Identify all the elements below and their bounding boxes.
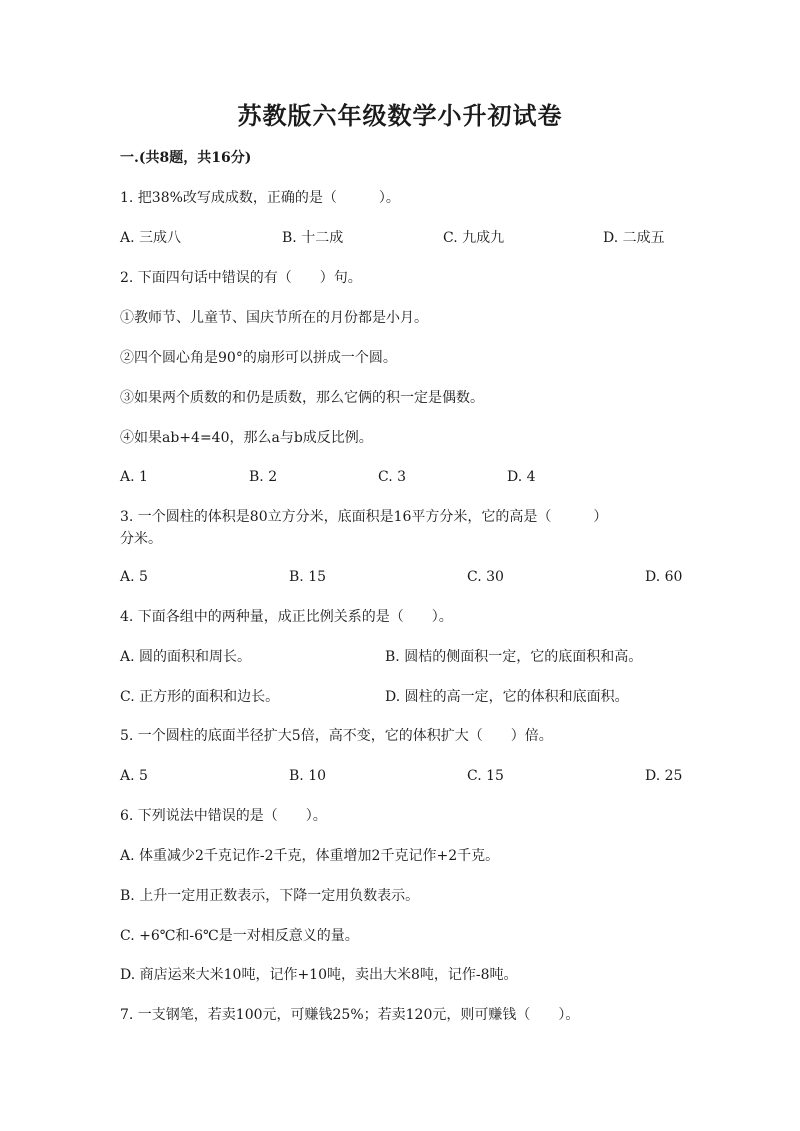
q2-statement-4: ④如果ab+4=40，那么a与b成反比例。 bbox=[120, 430, 373, 446]
q6-option-b: B. 上升一定用正数表示，下降一定用负数表示。 bbox=[120, 888, 420, 904]
q1-option-c: C. 九成九 bbox=[443, 230, 505, 246]
q4-option-b: B. 圆桔的侧面积一定，它的底面积和高。 bbox=[385, 649, 643, 665]
q5-option-a: A. 5 bbox=[120, 768, 148, 784]
q4-option-d: D. 圆柱的高一定，它的体积和底面积。 bbox=[385, 689, 629, 705]
q6-option-a: A. 体重减少2千克记作-2千克，体重增加2千克记作+2千克。 bbox=[120, 848, 500, 864]
q2-option-d: D. 4 bbox=[507, 469, 536, 485]
q1-option-a: A. 三成八 bbox=[120, 230, 182, 246]
q3-option-c: C. 30 bbox=[467, 569, 504, 585]
question-6-stem: 6. 下列说法中错误的是（ ）。 bbox=[120, 808, 327, 824]
question-3-stem: 3. 一个圆柱的体积是80立方分米，底面积是16平方分米，它的高是（ ） bbox=[120, 509, 608, 525]
q5-option-b: B. 10 bbox=[289, 768, 327, 784]
question-7-stem: 7. 一支钢笔，若卖100元，可赚钱25%；若卖120元，则可赚钱（ ）。 bbox=[120, 1007, 580, 1023]
question-2-stem: 2. 下面四句话中错误的有（ ）句。 bbox=[120, 270, 362, 286]
q1-option-d: D. 二成五 bbox=[603, 230, 665, 246]
q2-statement-2: ②四个圆心角是90°的扇形可以拼成一个圆。 bbox=[120, 350, 397, 366]
question-5-stem: 5. 一个圆柱的底面半径扩大5倍，高不变，它的体积扩大（ ）倍。 bbox=[120, 728, 553, 744]
q2-option-c: C. 3 bbox=[378, 469, 407, 485]
section-heading: 一.(共8题，共16分) bbox=[120, 150, 252, 166]
q1-option-b: B. 十二成 bbox=[282, 230, 344, 246]
question-1-stem: 1. 把38%改写成成数，正确的是（ ）。 bbox=[120, 190, 400, 206]
q2-statement-1: ①教师节、儿童节、国庆节所在的月份都是小月。 bbox=[120, 310, 428, 326]
q3-option-a: A. 5 bbox=[120, 569, 148, 585]
q3-option-b: B. 15 bbox=[289, 569, 327, 585]
q4-option-a: A. 圆的面积和周长。 bbox=[120, 649, 252, 665]
q2-option-b: B. 2 bbox=[249, 469, 278, 485]
q3-option-d: D. 60 bbox=[645, 569, 683, 585]
q6-option-c: C. +6℃和-6℃是一对相反意义的量。 bbox=[120, 928, 359, 944]
page-title: 苏教版六年级数学小升初试卷 bbox=[237, 101, 563, 130]
q2-statement-3: ③如果两个质数的和仍是质数，那么它俩的积一定是偶数。 bbox=[120, 390, 484, 406]
q6-option-d: D. 商店运来大米10吨，记作+10吨，卖出大米8吨，记作-8吨。 bbox=[120, 967, 518, 983]
q5-option-d: D. 25 bbox=[645, 768, 683, 784]
q5-option-c: C. 15 bbox=[467, 768, 504, 784]
q2-option-a: A. 1 bbox=[120, 469, 148, 485]
question-4-stem: 4. 下面各组中的两种量，成正比例关系的是（ ）。 bbox=[120, 609, 453, 625]
question-3-stem-cont: 分米。 bbox=[120, 531, 162, 547]
q4-option-c: C. 正方形的面积和边长。 bbox=[120, 689, 280, 705]
